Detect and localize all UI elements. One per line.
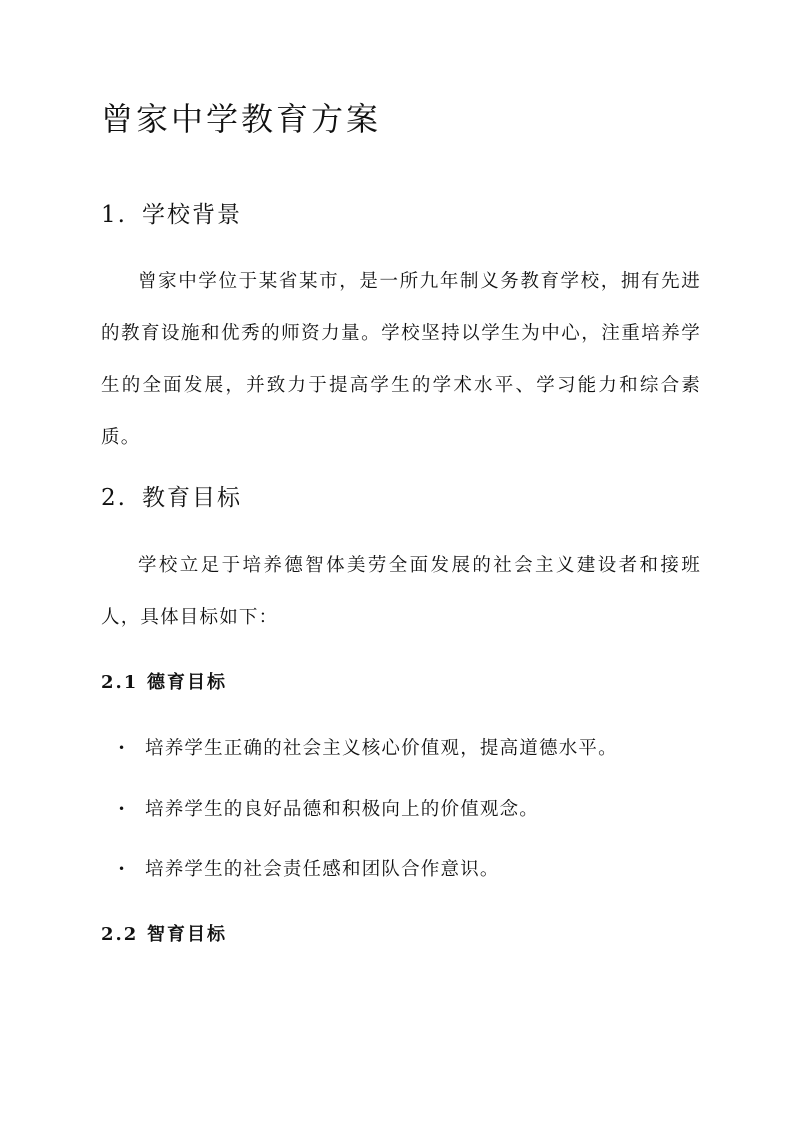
bullet-icon: • bbox=[118, 862, 127, 876]
list-item bbox=[118, 734, 618, 760]
section-heading-goals bbox=[101, 479, 242, 512]
subsection-heading-intellectual bbox=[101, 920, 227, 946]
section-number: 1. bbox=[101, 202, 127, 228]
bullet-icon: • bbox=[118, 802, 127, 816]
list-item bbox=[118, 795, 539, 821]
subsection-number: 2.2 bbox=[101, 924, 139, 945]
section-paragraph-goals: 学校立足于培养德智体美劳全面发展的社会主义建设者和接班人，具体目标如下： bbox=[101, 555, 701, 628]
subsection-number: 2.1 bbox=[101, 672, 139, 693]
section-paragraph-background: 曾家中学位于某省某市，是一所九年制义务教育学校，拥有先进的教育设施和优秀的师资力量。学校坚持以学生为中心，注重培养学生的全面发展，并致力于提高学生的学术水平、学习能力和综合素质。 bbox=[101, 271, 701, 448]
section-title: 教育目标 bbox=[142, 485, 242, 511]
list-item-text: 培养学生的良好品德和积极向上的价值观念。 bbox=[145, 799, 540, 820]
subsection-title: 德育目标 bbox=[147, 672, 227, 693]
list-item-text: 培养学生的社会责任感和团队合作意识。 bbox=[145, 859, 500, 880]
section-heading-background bbox=[101, 196, 242, 229]
list-item bbox=[118, 855, 500, 881]
document-title: 曾家中学教育方案 bbox=[101, 100, 382, 138]
subsection-heading-moral bbox=[101, 668, 227, 694]
subsection-title: 智育目标 bbox=[147, 924, 227, 945]
section-title: 学校背景 bbox=[142, 202, 242, 228]
list-item-text: 培养学生正确的社会主义核心价值观，提高道德水平。 bbox=[145, 738, 618, 759]
bullet-icon: • bbox=[118, 741, 127, 755]
section-number: 2. bbox=[101, 485, 127, 511]
